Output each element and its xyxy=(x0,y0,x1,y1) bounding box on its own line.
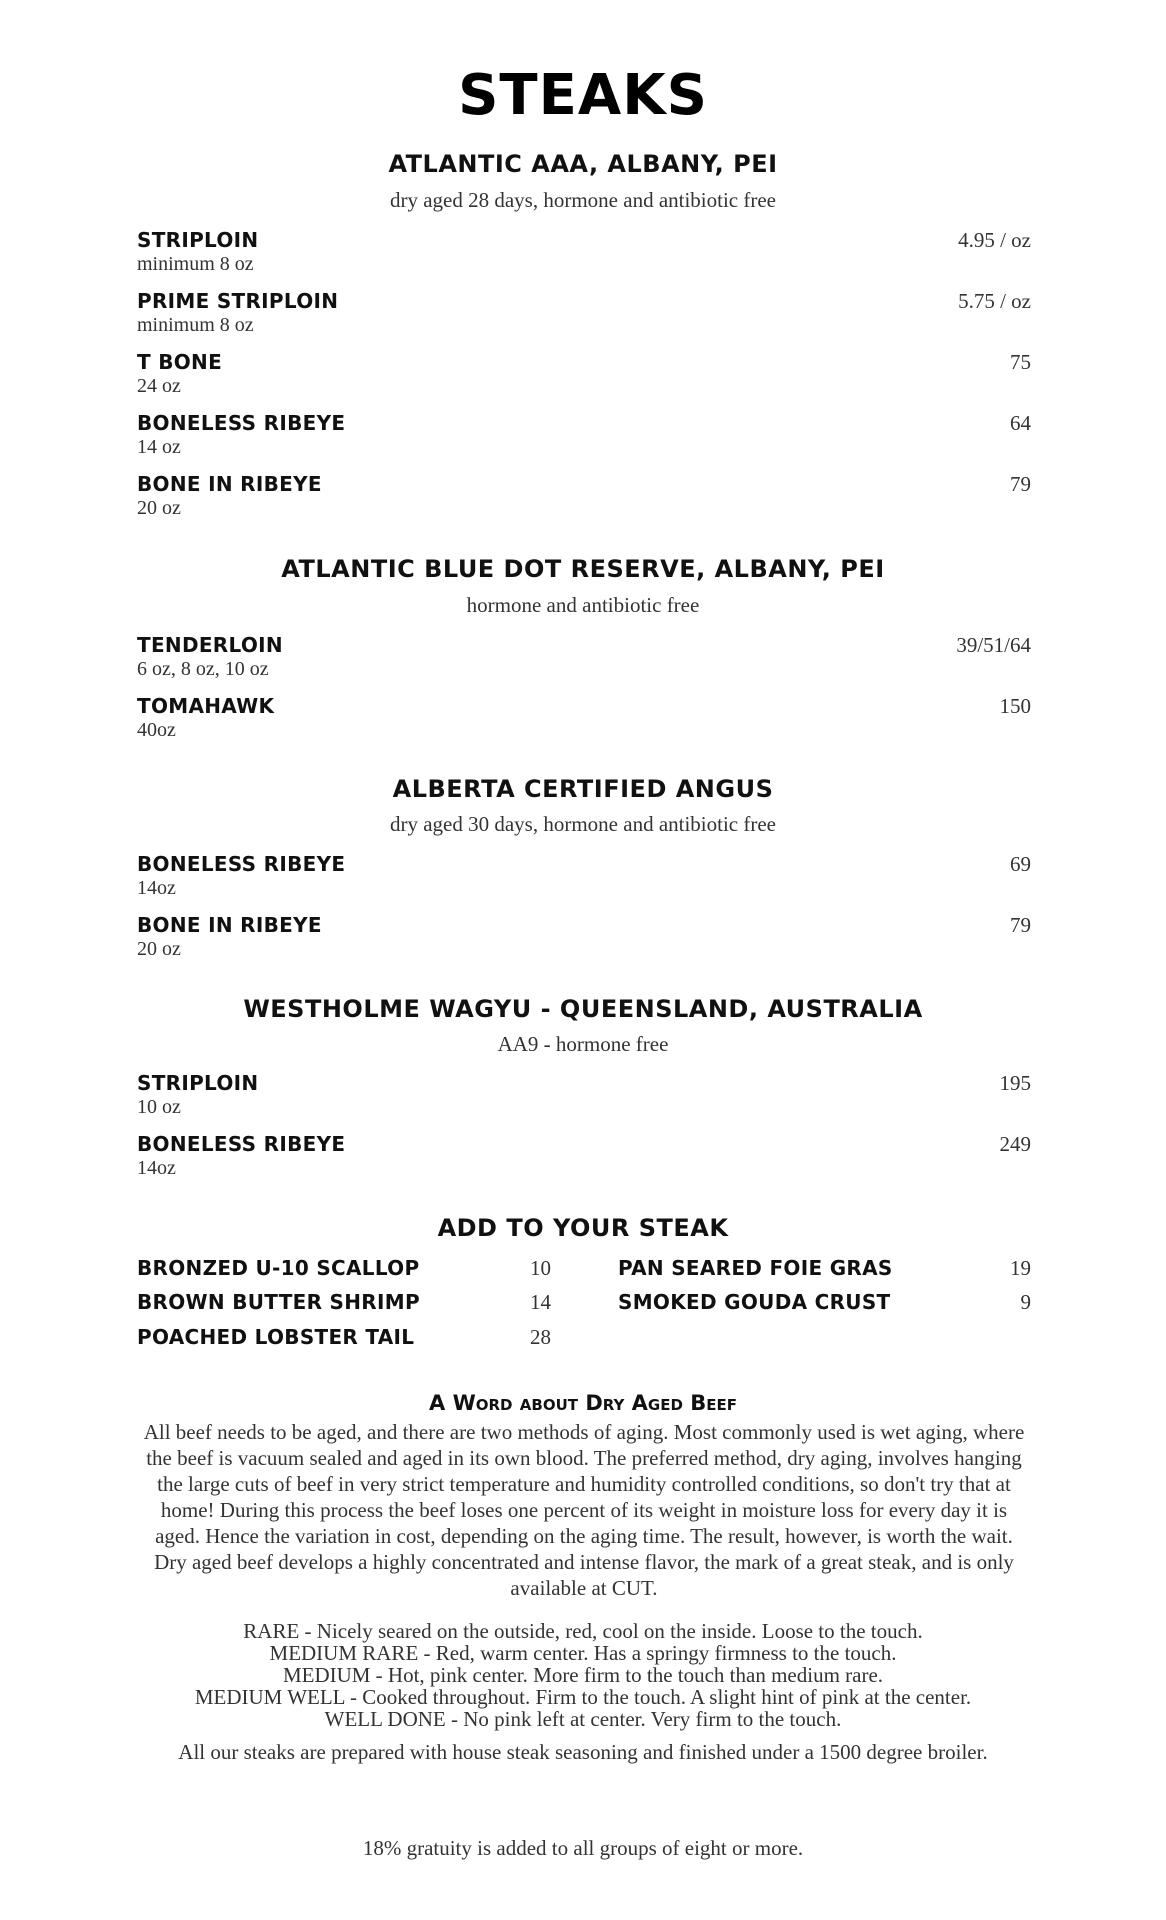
dry-aged-title-text: A Word about Dry Aged Beef xyxy=(429,1391,737,1415)
section-subheading: dry aged 28 days, hormone and antibiotic free xyxy=(389,188,777,212)
section-subheading: AA9 - hormone free xyxy=(497,1032,669,1056)
item-name: PRIME STRIPLOIN xyxy=(137,289,339,313)
doneness-line: MEDIUM - Hot, pink center. More firm to the touch than medium rare. xyxy=(282,1663,884,1687)
section-heading: ATLANTIC AAA, ALBANY, PEI xyxy=(388,150,778,178)
addon-price: 19 xyxy=(1010,1256,1031,1280)
menu-item xyxy=(137,1071,1031,1119)
item-size: minimum 8 oz xyxy=(137,253,254,275)
item-price: 75 xyxy=(1010,350,1031,374)
menu-item xyxy=(137,228,1031,276)
item-name: STRIPLOIN xyxy=(137,228,259,252)
item-name: BONELESS RIBEYE xyxy=(137,411,346,435)
addon-price: 28 xyxy=(530,1325,551,1349)
item-name: BONELESS RIBEYE xyxy=(137,1132,346,1156)
menu-item xyxy=(137,1132,1031,1180)
dry-aged-paragraph: All beef needs to be aged, and there are two methods of aging. Most commonly used is wet aging, where the beef is vacuum sealed and aged in its own blood. The preferred method, dry aging, involves hanging the large cuts of beef in very strict temperature and humidity controlled conditions, so don't try that at home! During this process the beef loses one percent of its weight in moisture loss for every day it is aged. Hence the variation in cost, depending on the aging time. The result, however, is worth the wait. Dry aged beef develops a highly concentrated and intense flavor, the mark of a great steak, and is only available at CUT. xyxy=(143,1420,1025,1600)
item-size: 20 oz xyxy=(137,938,181,960)
item-size: 6 oz, 8 oz, 10 oz xyxy=(137,658,269,680)
menu-item xyxy=(137,350,1031,398)
section-heading: ALBERTA CERTIFIED ANGUS xyxy=(392,775,774,803)
menu-item xyxy=(137,852,1031,900)
item-size: minimum 8 oz xyxy=(137,314,254,336)
section-subheading: hormone and antibiotic free xyxy=(466,593,700,617)
item-name: T BONE xyxy=(137,350,223,374)
menu-item xyxy=(137,289,1031,337)
page-title: STEAKS xyxy=(458,63,708,128)
broiler-note: All our steaks are prepared with house steak seasoning and finished under a 1500 degree broiler. xyxy=(178,1740,988,1764)
menu-item xyxy=(137,472,1031,520)
addon-price: 14 xyxy=(530,1290,551,1314)
item-name: TOMAHAWK xyxy=(137,694,275,718)
doneness-line: RARE - Nicely seared on the outside, red, cool on the inside. Loose to the touch. xyxy=(243,1619,923,1643)
addon-name: SMOKED GOUDA CRUST xyxy=(618,1290,891,1314)
doneness-line: WELL DONE - No pink left at center. Very firm to the touch. xyxy=(324,1707,842,1731)
doneness-line: MEDIUM RARE - Red, warm center. Has a springy firmness to the touch. xyxy=(269,1641,897,1665)
addon-price: 10 xyxy=(530,1256,551,1280)
gratuity-note: 18% gratuity is added to all groups of eight or more. xyxy=(362,1836,804,1860)
item-name: TENDERLOIN xyxy=(137,633,283,657)
item-price: 39/51/64 xyxy=(956,633,1031,657)
item-name: BONE IN RIBEYE xyxy=(137,472,322,496)
item-name: STRIPLOIN xyxy=(137,1071,259,1095)
doneness-guide xyxy=(0,1620,1166,1730)
addon-name: POACHED LOBSTER TAIL xyxy=(137,1325,415,1349)
item-name: BONE IN RIBEYE xyxy=(137,913,322,937)
item-size: 24 oz xyxy=(137,375,181,397)
item-price: 79 xyxy=(1010,913,1031,937)
item-price: 64 xyxy=(1010,411,1031,435)
doneness-line: MEDIUM WELL - Cooked throughout. Firm to the touch. A slight hint of pink at the center. xyxy=(194,1685,972,1709)
addon-price: 9 xyxy=(1020,1290,1031,1314)
item-price: 69 xyxy=(1010,852,1031,876)
item-price: 249 xyxy=(999,1132,1031,1156)
item-price: 4.95 / oz xyxy=(958,228,1031,252)
addon-name: BRONZED U-10 SCALLOP xyxy=(137,1256,420,1280)
item-name: BONELESS RIBEYE xyxy=(137,852,346,876)
item-size: 40oz xyxy=(137,719,176,741)
section-heading: WESTHOLME WAGYU - QUEENSLAND, AUSTRALIA xyxy=(243,995,923,1023)
menu-item xyxy=(137,411,1031,459)
section-subheading: dry aged 30 days, hormone and antibiotic free xyxy=(389,812,777,836)
item-size: 14oz xyxy=(137,877,176,899)
item-price: 5.75 / oz xyxy=(958,289,1031,313)
item-price: 150 xyxy=(999,694,1031,718)
section-heading: ATLANTIC BLUE DOT RESERVE, ALBANY, PEI xyxy=(281,555,885,583)
item-size: 14oz xyxy=(137,1157,176,1179)
item-price: 195 xyxy=(999,1071,1031,1095)
addon-name: PAN SEARED FOIE GRAS xyxy=(618,1256,893,1280)
item-size: 14 oz xyxy=(137,436,181,458)
menu-item xyxy=(137,694,1031,742)
dry-aged-title xyxy=(0,1393,1166,1414)
menu-item xyxy=(137,913,1031,961)
item-size: 20 oz xyxy=(137,497,181,519)
addon-name: BROWN BUTTER SHRIMP xyxy=(137,1290,420,1314)
item-size: 10 oz xyxy=(137,1096,181,1118)
addons-heading: ADD TO YOUR STEAK xyxy=(437,1214,729,1242)
item-price: 79 xyxy=(1010,472,1031,496)
menu-item xyxy=(137,633,1031,681)
